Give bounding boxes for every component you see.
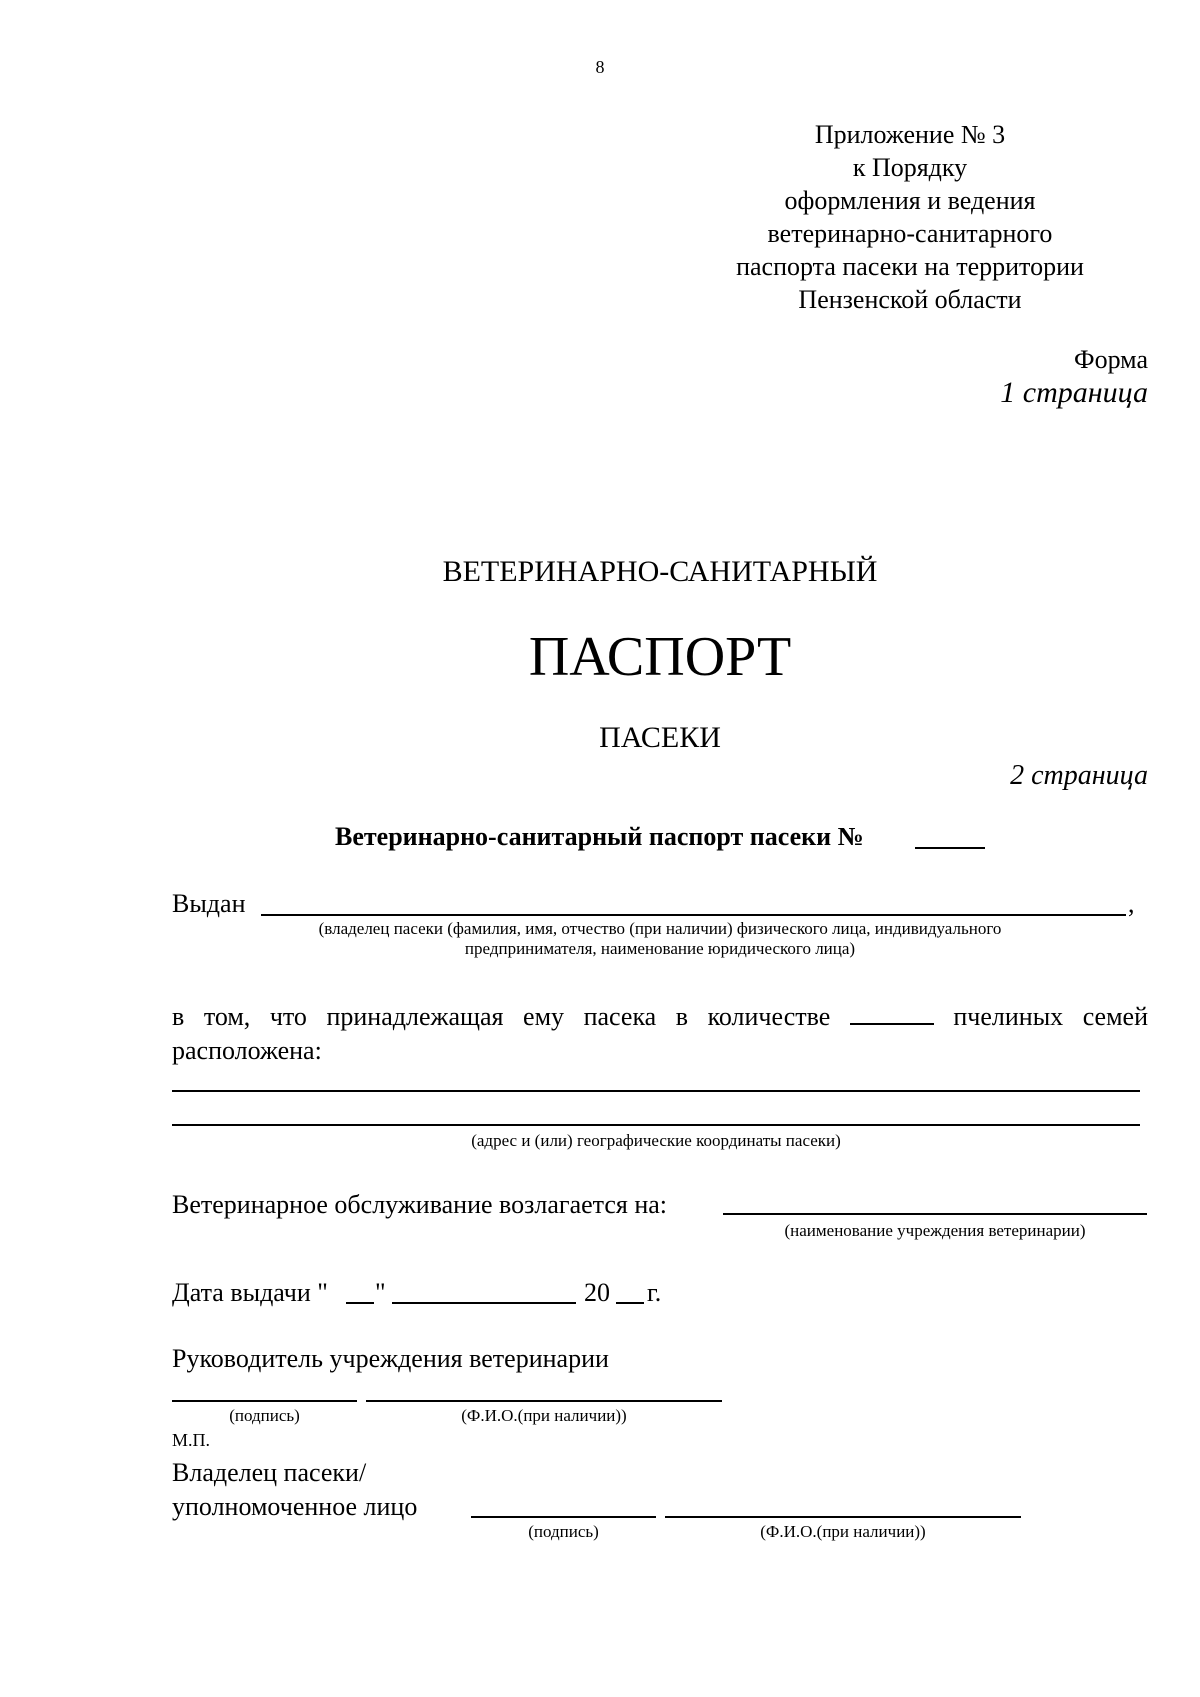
vet-institution-hint: (наименование учреждения ветеринарии) bbox=[784, 1221, 1086, 1240]
address-hint: (адрес и (или) географические координаты пасеки) bbox=[471, 1131, 841, 1150]
colonies-sentence-part-1: в том, что принадлежащая ему пасека в количестве bbox=[172, 1002, 831, 1031]
issue-year-suffix: г. bbox=[647, 1278, 662, 1307]
head-of-vet-label: Руководитель учреждения ветеринарии bbox=[172, 1344, 609, 1373]
colonies-sentence-part-2: пчелиных семей bbox=[953, 1002, 1149, 1031]
appendix-line: ветеринарно-санитарного bbox=[767, 219, 1053, 248]
issue-month-field[interactable] bbox=[392, 1302, 576, 1304]
owner-name-field[interactable] bbox=[665, 1516, 1021, 1518]
appendix-line: Пензенской области bbox=[798, 285, 1022, 314]
issued-comma: , bbox=[1128, 889, 1135, 918]
issue-day-field[interactable] bbox=[346, 1302, 374, 1304]
head-signature-field[interactable] bbox=[172, 1400, 357, 1402]
address-field-line-2[interactable] bbox=[172, 1124, 1140, 1126]
appendix-block bbox=[700, 118, 1120, 316]
issue-date-label: Дата выдачи " bbox=[172, 1278, 328, 1307]
appendix-line: к Порядку bbox=[852, 153, 968, 182]
issue-year-prefix: 20 bbox=[584, 1278, 610, 1307]
page-2-label: 2 страница bbox=[1010, 760, 1148, 791]
head-name-field[interactable] bbox=[366, 1400, 722, 1402]
page-1-label: 1 страница bbox=[1000, 376, 1148, 409]
issued-hint-line-1: (владелец пасеки (фамилия, имя, отчество (при наличии) физического лица, индивидуального bbox=[318, 919, 1002, 938]
issue-date-quote: " bbox=[375, 1278, 386, 1307]
colonies-count-field[interactable] bbox=[850, 1003, 934, 1025]
title-passport: ПАСПОРТ bbox=[528, 626, 792, 688]
located-label: расположена: bbox=[172, 1036, 322, 1065]
issue-year-field[interactable] bbox=[616, 1302, 644, 1304]
title-veterinary-sanitary: ВЕТЕРИНАРНО-САНИТАРНЫЙ bbox=[442, 555, 878, 588]
appendix-line: Приложение № 3 bbox=[814, 120, 1006, 149]
colonies-sentence bbox=[172, 1002, 1148, 1032]
owner-signature-field[interactable] bbox=[471, 1516, 656, 1518]
appendix-line: паспорта пасеки на территории bbox=[736, 252, 1084, 281]
owner-label-line-2: уполномоченное лицо bbox=[172, 1492, 418, 1521]
stamp-place-label: М.П. bbox=[172, 1430, 211, 1450]
issued-to-field[interactable] bbox=[261, 914, 1126, 916]
issued-label: Выдан bbox=[172, 889, 246, 918]
passport-number-heading: Ветеринарно-санитарный паспорт пасеки № bbox=[335, 822, 864, 851]
issued-hint-line-2: предпринимателя, наименование юридического лица) bbox=[464, 939, 856, 958]
appendix-line: оформления и ведения bbox=[784, 186, 1036, 215]
owner-label-line-1: Владелец пасеки/ bbox=[172, 1458, 367, 1487]
head-name-hint: (Ф.И.О.(при наличии)) bbox=[461, 1406, 627, 1425]
form-label: Форма bbox=[1074, 345, 1148, 374]
page-number: 8 bbox=[595, 57, 605, 77]
vet-service-label: Ветеринарное обслуживание возлагается на: bbox=[172, 1190, 668, 1219]
passport-number-field[interactable] bbox=[915, 847, 985, 849]
address-field-line-1[interactable] bbox=[172, 1090, 1140, 1092]
title-apiary: ПАСЕКИ bbox=[599, 721, 721, 754]
vet-institution-field[interactable] bbox=[723, 1213, 1147, 1215]
owner-signature-hint: (подпись) bbox=[528, 1522, 599, 1541]
issued-to-hint bbox=[210, 919, 1110, 959]
owner-name-hint: (Ф.И.О.(при наличии)) bbox=[760, 1522, 926, 1541]
head-signature-hint: (подпись) bbox=[229, 1406, 300, 1425]
